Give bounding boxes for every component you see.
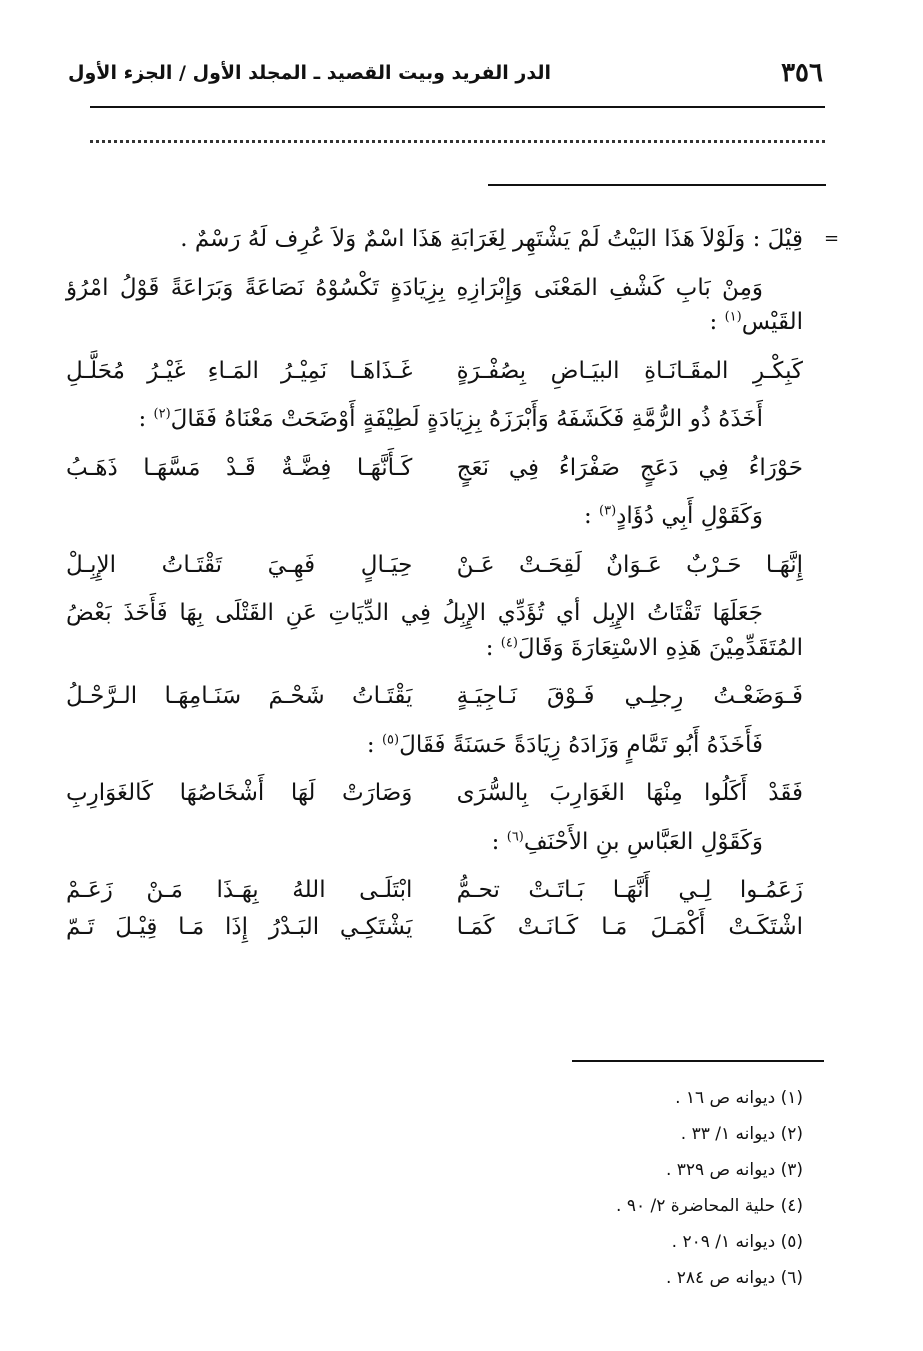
- verse-first-hemistich: فَقَدْ أَكَلُوا مِنْهَا الغَوَارِبَ بِالسُّرَى: [456, 780, 803, 806]
- main-text: [66, 222, 803, 958]
- paragraph-text: فَأَخَذَهُ أَبُو تَمَّامٍ وَزَادَهُ زِيَادَةً حَسَنَةً فَقَالَ: [399, 731, 763, 758]
- verse-second-hemistich: حِيَـالٍ فَهِـيَ تَقْتَـاتُ الإِبِـلْ: [66, 551, 413, 578]
- footnote: (٤) حلية المحاضرة ٢/ ٩٠ .: [616, 1196, 803, 1216]
- verse-second-hemistich: ابْتَلَـى اللهُ بِهَـذَا مَـنْ زَعَـمْ: [66, 877, 413, 903]
- paragraph-text: جَعَلَهَا تَقْتَاتُ الإِبِل أي تُؤَدِّي الإِبِلُ فِي الدِّيَاتِ عَنِ القَتْلَى بِهَا فَأَخَذَ بَعْضُ المُتَقَدِّمِيْنَ هَذِهِ الاسْتِعَارَةَ وَقَالَ: [66, 600, 803, 661]
- footnote-ref: (٣): [599, 503, 617, 519]
- colon: :: [583, 503, 599, 529]
- footnote-ref: (٥): [381, 731, 400, 747]
- colon: :: [485, 634, 501, 661]
- verse-second-hemistich: وَصَارَتْ لَهَا أَشْخَاصُهَا كَالغَوَارِبِ: [66, 780, 413, 806]
- footnote: (٦) ديوانه ص ٢٨٤ .: [665, 1268, 803, 1288]
- prose-paragraph: [66, 222, 803, 257]
- footnote-ref: (١): [724, 309, 742, 325]
- running-header: [68, 58, 823, 98]
- verse-second-hemistich: كَـأَنَّهَـا فِضَّـةٌ قَـدْ مَسَّهَـا ذَهَـبُ: [66, 454, 413, 481]
- colon: :: [138, 406, 154, 432]
- footnote: (٢) ديوانه ١/ ٣٣ .: [680, 1124, 803, 1144]
- poetry-verse: [66, 910, 803, 945]
- verse-first-hemistich: فَـوَضَعْـتُ رِجلِـي فَـوْقَ نَـاجِيَـةٍ: [456, 683, 803, 709]
- prose-paragraph: [66, 728, 803, 763]
- verse-second-hemistich: يَقْتَـاتُ شَحْـمَ سَنَـامِهَـا الـرَّحْـلُ: [66, 683, 413, 709]
- prose-paragraph: [66, 271, 803, 340]
- verse-first-hemistich: زَعَمُـوا لِـي أَنَّهَـا بَـاتَـتْ تحـمُّ: [456, 877, 803, 903]
- page-number: ٣٥٦: [781, 58, 823, 88]
- poetry-verse: [66, 679, 803, 714]
- footnote: (٣) ديوانه ص ٣٢٩ .: [665, 1160, 803, 1180]
- poetry-verse: [66, 873, 803, 908]
- running-title: الدر الفريد وبيت القصيد ـ المجلد الأول / الجزء الأول: [68, 62, 551, 84]
- verse-first-hemistich: حَوْرَاءُ فِي دَعَجٍ صَفْرَاءُ فِي نَعَجٍ: [456, 454, 803, 481]
- prose-paragraph: [66, 596, 803, 665]
- footnote: (١) ديوانه ص ١٦ .: [675, 1088, 803, 1108]
- prose-paragraph: [66, 825, 803, 860]
- footnote-ref: (٢): [153, 406, 171, 422]
- verse-first-hemistich: إِنَّهَـا حَـرْبٌ عَـوَانٌ لَقِحَـتْ عَـنْ: [456, 551, 803, 578]
- verse-second-hemistich: غَـذَاهَـا نَمِيْـرُ المَـاءِ غَيْـرُ مُحَلَّـلِ: [66, 357, 413, 384]
- verse-first-hemistich: كَبِكْـرِ المقَـانَـاةِ البيَـاضِ بِصُفْـرَةٍ: [456, 357, 803, 384]
- paragraph-text: أَخَذَهُ ذُو الرُّمَّةِ فَكَشَفَهُ وَأَبْرَزَهُ بِزِيَادَةٍ لَطِيْفَةٍ أَوْضَحَتْ مَعْنَاهُ فَقَالَ: [170, 406, 763, 432]
- verse-second-hemistich: يَشْتَكِـي البَـدْرُ إِذَا مَـا قِيْـلَ تَـمّ: [66, 913, 413, 940]
- dotted-separator: [90, 140, 825, 143]
- paragraph-text: وَكَقَوْلِ أَبِي دُؤَادٍ: [616, 503, 763, 529]
- footnote-ref: (٦): [506, 828, 524, 844]
- footnotes: [616, 1080, 803, 1296]
- prose-paragraph: [66, 499, 803, 534]
- footnote-rule: [572, 1060, 824, 1062]
- prose-paragraph: [66, 402, 803, 437]
- footnote: (٥) ديوانه ١/ ٢٠٩ .: [671, 1232, 803, 1252]
- poetry-verse: [66, 451, 803, 486]
- paragraph-text: قِيْلَ : وَلَوْلاَ هَذَا البَيْتُ لَمْ يَشْتَهِر لِغَرَابَةِ هَذَا اسْمٌ وَلاَ عُرِف لَهُ رَسْمٌ .: [180, 226, 803, 252]
- paragraph-text: وَمِنْ بَابِ كَشْفِ المَعْنَى وَإِبْرَازِهِ بِزِيَادَةٍ تَكْسُوْهُ نَصَاعَةً وَبَرَاعَةً قَوْلُ امْرُؤ القَيْس: [66, 274, 803, 335]
- header-rule: [90, 106, 825, 108]
- colon: :: [709, 309, 725, 335]
- verse-first-hemistich: اشْتَكَـتْ أَكْمَـلَ مَـا كَـانَـتْ كَمَـا: [456, 913, 803, 940]
- footnote-ref: (٤): [500, 634, 518, 650]
- poetry-verse: [66, 548, 803, 583]
- continuation-rule: [488, 184, 826, 186]
- colon: :: [366, 731, 382, 758]
- poetry-verse: [66, 354, 803, 389]
- paragraph-text: وَكَقَوْلِ العَبَّاسِ بنِ الأَحْنَفِ: [523, 828, 763, 855]
- colon: :: [491, 828, 507, 855]
- poetry-verse: [66, 776, 803, 811]
- continuation-mark: =: [824, 228, 840, 249]
